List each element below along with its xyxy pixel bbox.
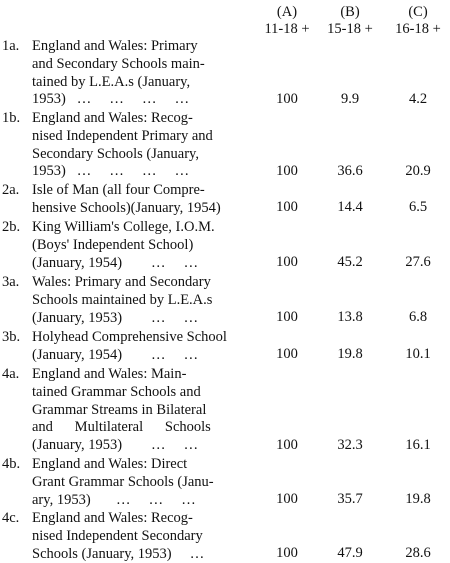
- row-description: [32, 366, 248, 455]
- row-description: [32, 510, 248, 563]
- description-line: nised Independent Secondary: [32, 527, 203, 544]
- row-number: 2b.: [2, 219, 21, 235]
- description-line: England and Wales: Recog-: [32, 110, 193, 126]
- value-c: 19.8: [405, 491, 431, 507]
- value-a: 100: [276, 545, 298, 561]
- row-description: [32, 110, 248, 181]
- value-b: 47.9: [337, 545, 363, 561]
- description-line: Isle of Man (all four Compre-: [32, 182, 205, 198]
- column-b-letter: (B): [340, 4, 360, 20]
- description-line: (January, 1953) … …: [32, 437, 199, 454]
- column-c-header: [388, 4, 448, 38]
- description-line: Wales: Primary and Secondary: [32, 274, 211, 290]
- value-b: 9.9: [340, 91, 360, 107]
- description-line: Grammar Streams in Bilateral: [32, 401, 207, 418]
- column-a-range: 11-18 +: [264, 21, 310, 37]
- value-a: 100: [276, 309, 298, 325]
- value-c: 6.8: [408, 309, 428, 325]
- value-c: 6.5: [408, 199, 428, 215]
- description-line: (January, 1954) … …: [32, 254, 199, 271]
- row-number: 1a.: [2, 38, 20, 54]
- description-line: Grant Grammar Schools (Janu-: [32, 473, 214, 490]
- description-line: Secondary Schools (January,: [32, 145, 199, 162]
- description-line: hensive Schools)(January, 1954): [32, 199, 221, 216]
- description-line: and Secondary Schools main-: [32, 55, 205, 72]
- description-line: Schools (January, 1953) …: [32, 545, 205, 562]
- row-description: [32, 274, 248, 327]
- description-line: and Multilateral Schools: [32, 419, 211, 436]
- row-number: 4a.: [2, 366, 20, 382]
- description-line: 1953) … … … …: [32, 91, 190, 108]
- value-a: 100: [276, 199, 298, 215]
- description-line: Holyhead Comprehensive School: [32, 329, 227, 345]
- value-b: 36.6: [337, 163, 363, 179]
- description-line: England and Wales: Recog-: [32, 510, 193, 526]
- description-line: nised Independent Primary and: [32, 127, 213, 144]
- description-line: (January, 1953) … …: [32, 309, 199, 326]
- description-line: King William's College, I.O.M.: [32, 219, 215, 235]
- value-a: 100: [276, 346, 298, 362]
- value-a: 100: [276, 163, 298, 179]
- row-number: 1b.: [2, 110, 21, 126]
- value-a: 100: [276, 491, 298, 507]
- row-description: [32, 219, 248, 272]
- description-line: England and Wales: Primary: [32, 38, 198, 54]
- description-line: England and Wales: Direct: [32, 456, 188, 472]
- column-c-letter: (C): [408, 4, 428, 20]
- column-b-range: 15-18 +: [327, 21, 373, 37]
- value-b: 14.4: [337, 199, 363, 215]
- value-c: 27.6: [405, 254, 431, 270]
- value-b: 35.7: [337, 491, 363, 507]
- value-c: 4.2: [408, 91, 428, 107]
- description-line: tained by L.E.A.s (January,: [32, 73, 191, 90]
- column-c-range: 16-18 +: [395, 21, 441, 37]
- row-description: [32, 182, 248, 218]
- value-a: 100: [276, 254, 298, 270]
- value-b: 32.3: [337, 437, 363, 453]
- row-number: 3b.: [2, 329, 21, 345]
- row-description: [32, 329, 248, 365]
- row-number: 4b.: [2, 456, 21, 472]
- value-c: 16.1: [405, 437, 431, 453]
- description-line: England and Wales: Main-: [32, 366, 187, 382]
- value-b: 45.2: [337, 254, 363, 270]
- value-b: 13.8: [337, 309, 363, 325]
- column-a-header: [257, 4, 317, 38]
- description-line: Schools maintained by L.E.A.s: [32, 291, 213, 308]
- description-line: tained Grammar Schools and: [32, 383, 201, 400]
- row-number: 3a.: [2, 274, 20, 290]
- value-a: 100: [276, 437, 298, 453]
- description-line: (January, 1954) … …: [32, 346, 199, 363]
- value-b: 19.8: [337, 346, 363, 362]
- column-a-letter: (A): [276, 4, 298, 20]
- description-line: 1953) … … … …: [32, 163, 190, 180]
- description-line: (Boys' Independent School): [32, 236, 194, 253]
- row-description: [32, 38, 248, 109]
- value-c: 28.6: [405, 545, 431, 561]
- row-number: 4c.: [2, 510, 20, 526]
- value-c: 20.9: [405, 163, 431, 179]
- value-a: 100: [276, 91, 298, 107]
- column-b-header: [320, 4, 380, 38]
- row-number: 2a.: [2, 182, 20, 198]
- value-c: 10.1: [405, 346, 431, 362]
- description-line: ary, 1953) … … …: [32, 491, 196, 508]
- row-description: [32, 456, 248, 509]
